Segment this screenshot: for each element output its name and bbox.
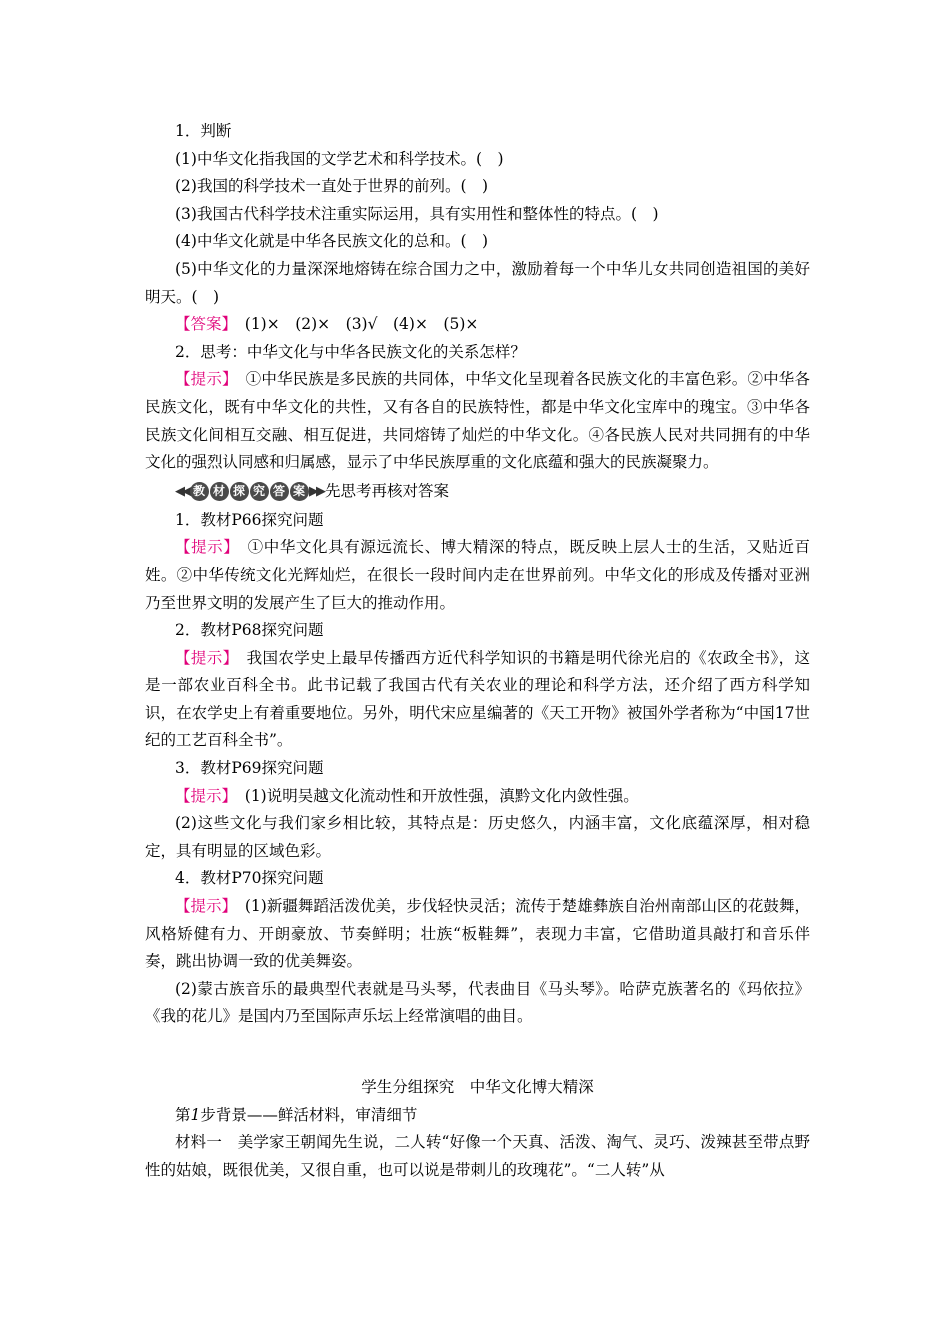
hint-text: (1)说明吴越文化流动性和开放性强，滇黔文化内敛性强。 <box>229 786 639 805</box>
material-one: 材料一 美学家王朝闻先生说，二人转“好像一个天真、活泼、淘气、灵巧、泼辣甚至带点野性的姑娘，既很优美，又很自重，也可以说是带刺儿的玫瑰花”。“二人转”从 <box>145 1133 810 1179</box>
hint-tag: 【提示】 <box>175 538 232 557</box>
group-heading: 学生分组探究 中华文化博大精深 <box>361 1078 594 1096</box>
explore-4-hint <box>145 893 810 976</box>
judge-item-3: (3)我国古代科学技术注重实际运用，具有实用性和整体性的特点。( ) <box>175 204 659 223</box>
banner-char: 材 <box>210 482 229 501</box>
document-page <box>145 118 810 1184</box>
hint-tag: 【提示】 <box>175 897 230 916</box>
think-hint <box>145 366 810 476</box>
step-number: 1 <box>190 1105 201 1124</box>
double-right-arrow-icon: ▶▶ <box>309 483 323 499</box>
hint-text: ①中华民族是多民族的共同体，中华文化呈现着各民族文化的丰富色彩。②中华各民族文化，既有中华文化的共性，又有各自的民族特性，都是中华文化宝库中的瑰宝。③中华各民族文化间相互交融、相互促进，共同熔铸了灿烂的中华文化。④各民族人民对共同拥有的中华文化的强烈认同感和归属感，显示了中华民族厚重的文化底蕴和强大的民族凝聚力。 <box>145 370 810 472</box>
explore-3-title: 3．教材P69探究问题 <box>175 759 324 778</box>
double-left-arrow-icon: ◀◀ <box>175 483 189 499</box>
banner-char: 答 <box>270 482 289 501</box>
banner-char: 教 <box>190 482 209 501</box>
banner-char: 探 <box>230 482 249 501</box>
banner-badge <box>175 478 323 506</box>
explore-1-hint <box>145 534 810 617</box>
hint-text: 我国农学史上最早传播西方近代科学知识的书籍是明代徐光启的《农政全书》，这是一部农业百科全书。此书记载了我国古代有关农业的理论和科学方法，还介绍了西方科学知识，在农学史上有着重要地位。另外，明代宋应星编著的《天工开物》被国外学者称为“中国17世纪的工艺百科全书”。 <box>145 648 810 750</box>
explore-1-title: 1．教材P66探究问题 <box>175 510 324 529</box>
banner-char: 究 <box>250 482 269 501</box>
hint-tag: 【提示】 <box>175 370 230 389</box>
explore-2-title: 2．教材P68探究问题 <box>175 621 324 640</box>
banner-caption: 先思考再核对答案 <box>325 481 450 500</box>
step-line <box>145 1102 810 1130</box>
step-prefix: 第 <box>175 1105 191 1124</box>
explore-4-extra: (2)蒙古族音乐的最典型代表就是马头琴，代表曲目《马头琴》。哈萨克族著名的《玛依拉》《我的花儿》是国内乃至国际声乐坛上经常演唱的曲目。 <box>145 979 810 1026</box>
answer-line <box>145 311 810 339</box>
spacer <box>145 1031 810 1074</box>
hint-tag: 【提示】 <box>175 648 231 667</box>
explore-3-extra: (2)这些文化与我们家乡相比较，其特点是：历史悠久，内涵丰富，文化底蕴深厚，相对稳定，具有明显的区域色彩。 <box>145 814 810 860</box>
explore-2-hint <box>145 645 810 755</box>
section-banner <box>145 477 810 507</box>
hint-text: ①中华文化具有源远流长、博大精深的特点，既反映上层人士的生活，又贴近百姓。②中华传统文化光辉灿烂，在很长一段时间内走在世界前列。中华文化的形成及传播对亚洲乃至世界文明的发展产生了巨大的推动作用。 <box>145 538 810 612</box>
answer-text: (1)× (2)× (3)√ (4)× (5)× <box>229 315 479 334</box>
hint-text: (1)新疆舞蹈活泼优美，步伐轻快灵活；流传于楚雄彝族自治州南部山区的花鼓舞，风格矫健有力、开朗豪放、节奏鲜明；壮族“板鞋舞”，表现力丰富，它借助道具敲打和音乐伴奏，跳出协调一致的优美舞姿。 <box>145 897 810 971</box>
judge-item-5: (5)中华文化的力量深深地熔铸在综合国力之中，激励着每一个中华儿女共同创造祖国的美好明天。( ) <box>145 259 810 306</box>
hint-tag: 【提示】 <box>175 786 230 805</box>
explore-4-title: 4．教材P70探究问题 <box>175 869 324 888</box>
judge-item-4: (4)中华文化就是中华各民族文化的总和。( ) <box>175 232 489 251</box>
step-suffix: 步背景——鲜活材料，审清细节 <box>200 1105 418 1124</box>
banner-char: 案 <box>290 482 309 501</box>
think-title: 2．思考：中华文化与中华各民族文化的关系怎样？ <box>175 342 526 361</box>
judge-item-2: (2)我国的科学技术一直处于世界的前列。( ) <box>175 177 489 196</box>
explore-3-hint <box>145 783 810 811</box>
answer-tag: 【答案】 <box>175 315 230 334</box>
judge-item-1: (1)中华文化指我国的文学艺术和科学技术。( ) <box>175 149 504 168</box>
judge-title: 1．判断 <box>175 122 232 140</box>
